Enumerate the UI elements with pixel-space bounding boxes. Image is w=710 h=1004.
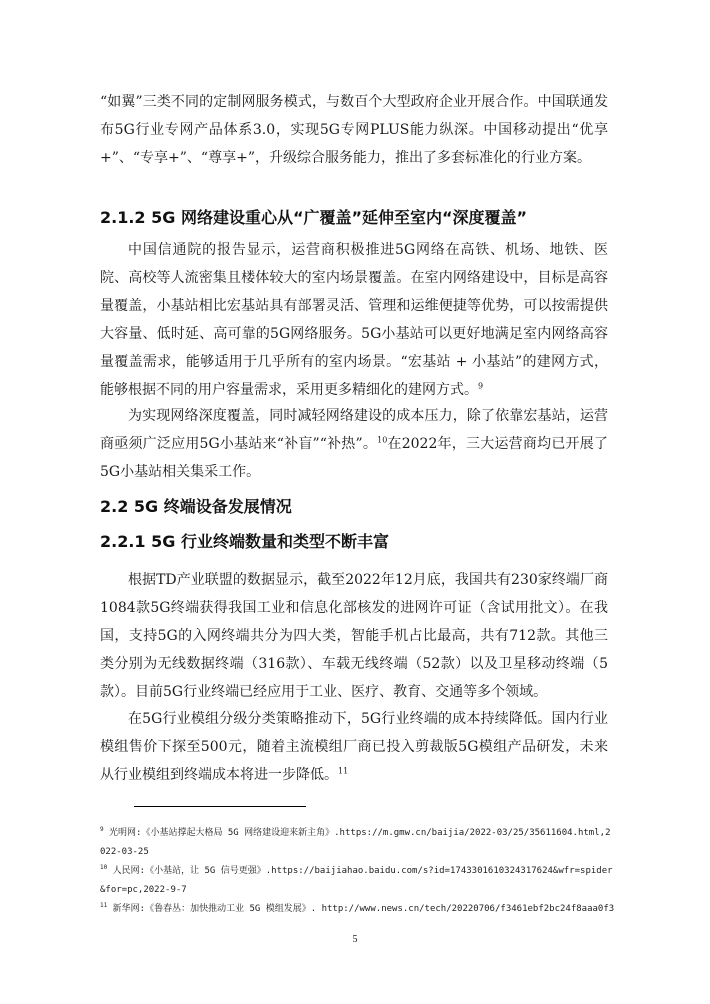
paragraph-2-1-2-a: 中国信通院的报告显示，运营商积极推进5G网络在高铁、机场、地铁、医院、高校等人流密集且楼体较大的室内场景覆盖。在室内网络建设中，目标是高容量覆盖，小基站相比宏基站具有部署灵活、管理和运维便捷等优势，可以按需提供大容量、低时延、高可靠的5G网络服务。5G小基站可以更好地满足室内网络高容量覆盖需求，能够适用于几乎所有的室内场景。“宏基站 + 小基站”的建网方式，能够根据不同的用户容量需求，采用更多精细化的建网方式。$^9$: [100, 242, 608, 398]
paragraph-2-2-1-b: 在5G行业模组分级分类策略推动下，5G行业终端的成本持续降低。国内行业模组售价下探至500元，随着主流模组厂商已投入剪裁版5G模组产品研发，未来从行业模组到终端成本将进一步降低。$^{11}$: [100, 711, 608, 783]
footnote-num: 10: [100, 864, 108, 871]
footnote-ref-9[interactable]: 9: [478, 381, 484, 391]
heading-2-1-2: 2.1.2 5G 网络建设重心从“广覆盖”延伸至室内“深度覆盖”: [100, 208, 528, 227]
footnote-11: $^{11}$ 新华网:《鲁春丛：加快推动工业 5G 模组发展》. http://www.news.cn/tech/20220706/f3461ebf2bc24f8aaa0f3: [100, 902, 615, 914]
heading-2-2-1: 2.2.1 5G 行业终端数量和类型不断丰富: [100, 532, 389, 551]
paragraph-2-1-2-b: 为实现网络深度覆盖，同时减轻网络建设的成本压力，除了依靠宏基站，运营商亟须广泛应用5G小基站来“补盲”“补热”。$^{10}$在2022年，三大运营商均已开展了5G小基站相关集采工作。: [100, 408, 608, 480]
footnote-separator: [134, 806, 306, 807]
footnote-num: 11: [100, 902, 108, 909]
footnote-10: $^{10}$ 人民网:《小基站，让 5G 信号更强》.https://baijiahao.baidu.com/s?id=1743301610324317624&wfr=spider&for=pc,2022-9-7: [100, 864, 613, 895]
page-number: 5: [352, 934, 358, 945]
heading-2-2: 2.2 5G 终端设备发展情况: [100, 497, 292, 516]
paragraph-2-2-1-a: 根据TD产业联盟的数据显示，截至2022年12月底，我国共有230家终端厂商1084款5G终端获得我国工业和信息化部核发的进网许可证（含试用批文）。在我国，支持5G的入网终端共分为四大类，智能手机占比最高，共有712款。其他三类分别为无线数据终端（316款）、车载无线终端（52款）以及卫星移动终端（5款）。目前5G行业终端已经应用于工业、医疗、教育、交通等多个领域。: [100, 572, 608, 700]
footnote-ref-10[interactable]: 10: [377, 435, 388, 445]
footnote-9: $^9$ 光明网:《小基站撑起大格局 5G 网络建设迎来新主角》.https://m.gmw.cn/baijia/2022-03/25/35611604.html,2022-03-25: [100, 826, 611, 857]
footnote-num: 9: [100, 826, 104, 833]
footnote-ref-11[interactable]: 11: [338, 766, 349, 776]
paragraph-top: “如翼”三类不同的定制网服务模式，与数百个大型政府企业开展合作。中国联通发布5G行业专网产品体系3.0，实现5G专网PLUS能力纵深。中国移动提出“优享+”、“专享+”、“尊享+”，升级综合服务能力，推出了多套标准化的行业方案。: [100, 94, 608, 166]
